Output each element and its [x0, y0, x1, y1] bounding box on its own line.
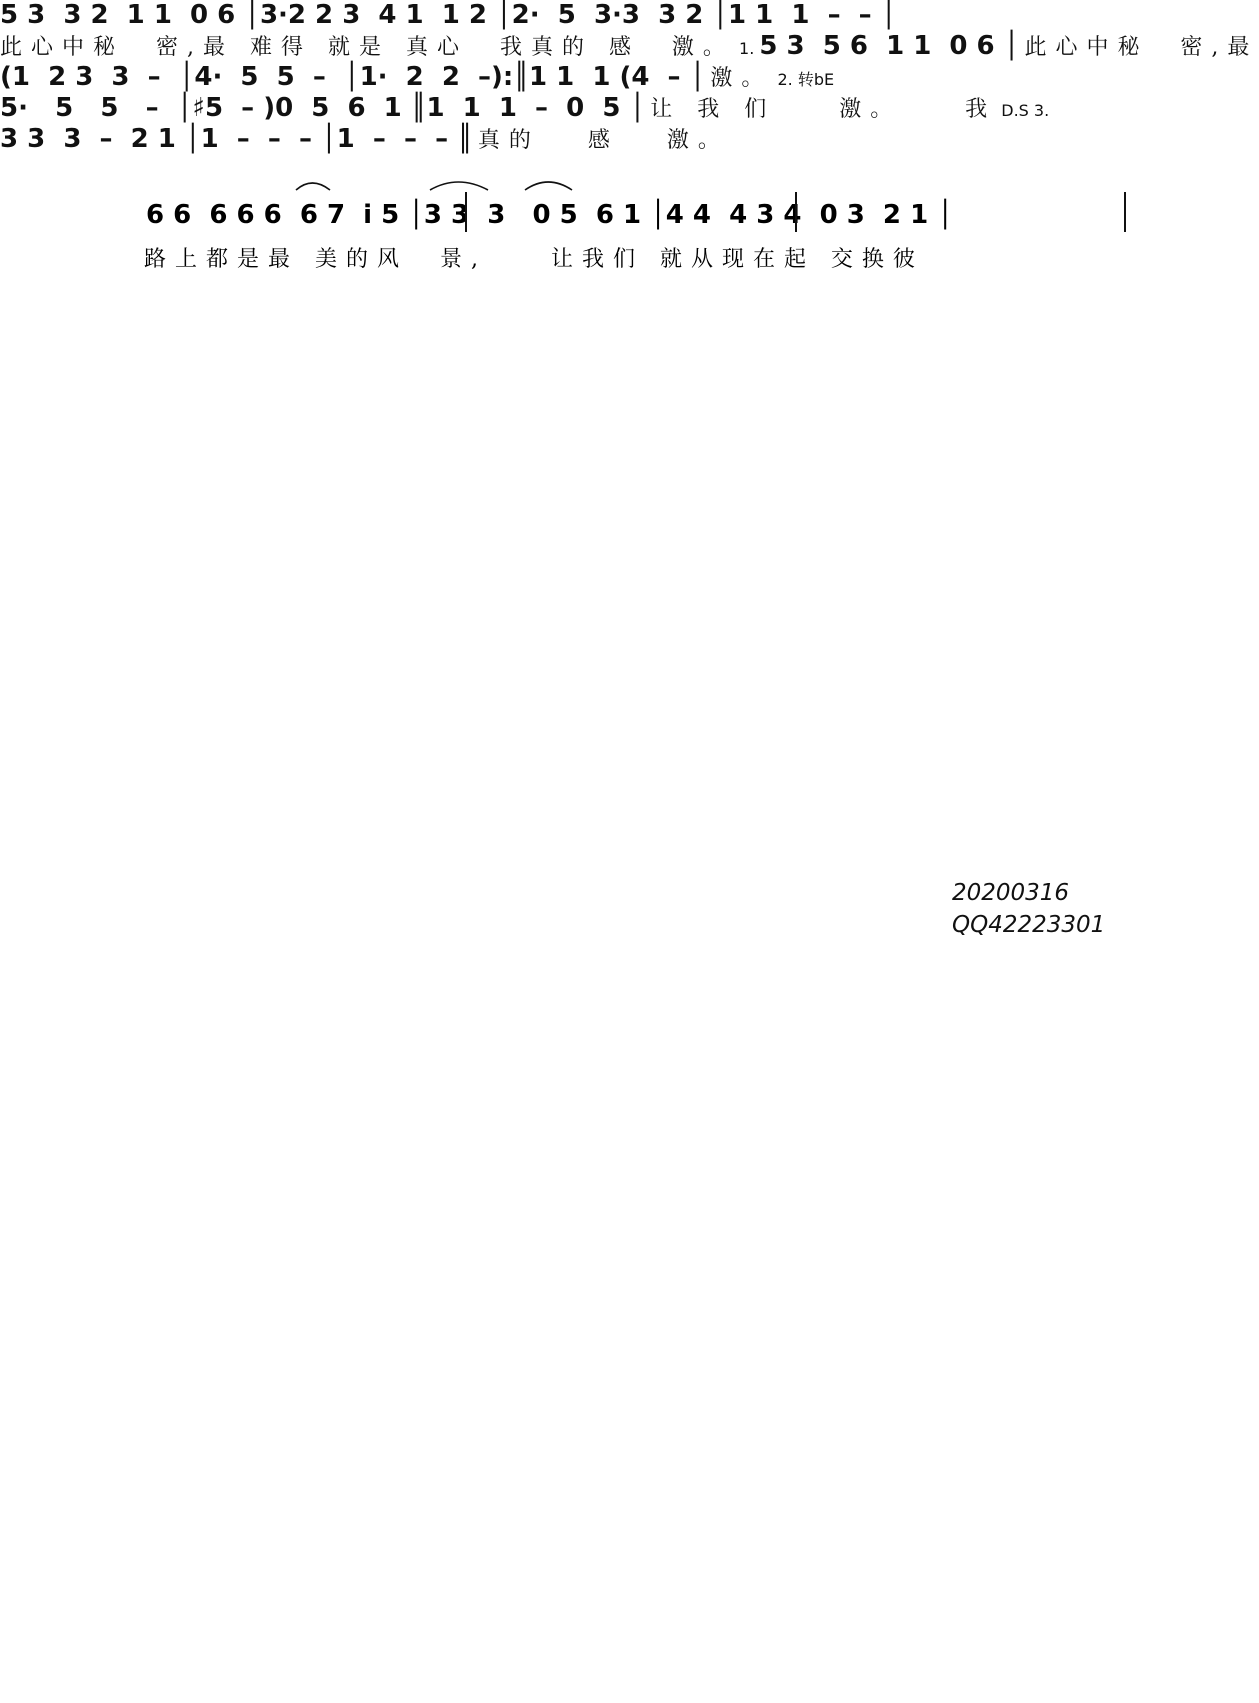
ds-mark: D.S	[1001, 101, 1029, 120]
volta-3-label: 3.	[1033, 101, 1050, 120]
lyrics-line-4: 激。	[710, 66, 773, 91]
credit-date: 20200316	[952, 880, 1070, 906]
volta-2-label: 2.	[777, 70, 793, 89]
lyrics-line-3: 此心中秘 密,最	[1024, 35, 1259, 60]
credit-qq: QQ42223301	[952, 912, 1106, 938]
volta-1-label: 1.	[739, 39, 755, 58]
notes-line-3: 5 3 5 6 1 1 0 6 │	[759, 31, 1020, 61]
notes-line-4: (1 2 3 3 – │4· 5 5 – │1· 2 2 –):║1 1 1 (4 – │	[0, 62, 706, 92]
lyrics-line-5: 让 我 们 激。 我	[650, 97, 997, 122]
notes-line-5: 5· 5 5 – │♯5 – )0 5 6 1 ║1 1 1 – 0 5 │	[0, 93, 646, 123]
notes-line-6: 3 3 3 – 2 1 │1 – – – │1 – – – ║	[0, 124, 473, 154]
lyrics-line-2: 此心中秘 密,最 难得 就是 真心 我真的 感 激。	[0, 35, 734, 60]
key-change: 转bE	[797, 70, 835, 89]
lyrics-line-1: 路上都是最 美的风 景, 让我们 就从现在起 交换彼	[144, 247, 924, 272]
slurs-line-1	[296, 182, 572, 190]
notes-line-2: 5 3 3 2 1 1 0 6 │3·2 2 3 4 1 1 2 │2· 5 3·3 3 2 │1 1 1 – – │	[0, 0, 897, 30]
lyrics-line-6: 真的 感 激。	[477, 128, 729, 153]
notes-line-1: 6 6 6 6 6 6 7 i 5 │3 3 3 0 5 6 1 │4 4 4 3 4 0 3 2 1 │	[146, 200, 953, 230]
